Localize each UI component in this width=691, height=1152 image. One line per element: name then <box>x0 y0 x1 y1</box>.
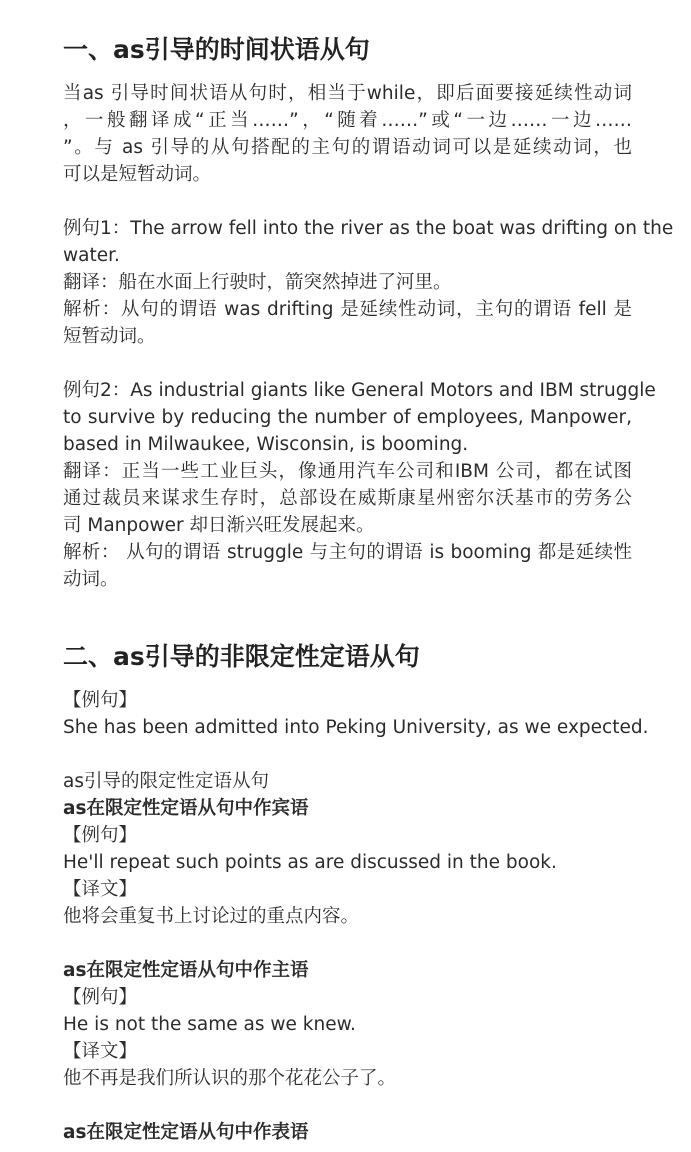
object-example: He'll repeat such points as are discussed in the book. <box>63 852 557 873</box>
object-translation: 他将会重复书上讨论过的重点内容。 <box>63 906 360 927</box>
object-title: as在限定性定语从句中作宾语 <box>63 798 309 819</box>
section2-example-label: 【例句】 <box>63 690 138 711</box>
section1-intro-line-1: 当as 引导时间状语从句时，相当于while，即后面要接延续性动词 <box>63 83 632 104</box>
subject-title: as在限定性定语从句中作主语 <box>63 960 309 981</box>
section1-intro-line-4: 可以是短暂动词。 <box>63 164 212 185</box>
example1-sentence-line-1: 例句1：The arrow fell into the river as the boat was drifting on the <box>63 218 674 239</box>
example2-translation-line-1: 翻译：正当一些工业巨头，像通用汽车公司和IBM 公司，都在试图 <box>63 461 632 482</box>
object-translation-label: 【译文】 <box>63 879 138 900</box>
section1-intro-line-2: ，一般翻译成“正当……”，“随着……”或“一边……一边…… <box>63 110 632 131</box>
predicative-title: as在限定性定语从句中作表语 <box>63 1122 309 1143</box>
section1-heading: 一、as引导的时间状语从句 <box>63 35 370 64</box>
subject-example-label: 【例句】 <box>63 987 138 1008</box>
example1-analysis-line-2: 短暂动词。 <box>63 326 156 347</box>
example1-sentence-line-2: water. <box>63 245 120 266</box>
example2-analysis-line-2: 动词。 <box>63 569 119 590</box>
subject-translation-label: 【译文】 <box>63 1041 138 1062</box>
example2-translation-line-3: 司 Manpower 却日渐兴旺发展起来。 <box>63 515 375 536</box>
subject-example: He is not the same as we knew. <box>63 1014 356 1035</box>
example2-sentence-line-2: to survive by reducing the number of employees, Manpower, <box>63 407 632 428</box>
section1-intro-line-3: ”。与 as 引导的从句搭配的主句的谓语动词可以是延续动词，也 <box>63 137 632 158</box>
section2-example: She has been admitted into Peking University, as we expected. <box>63 717 649 738</box>
example2-analysis-line-1: 解析： 从句的谓语 struggle 与主句的谓语 is booming 都是延续性 <box>63 542 632 563</box>
example2-sentence-line-3: based in Milwaukee, Wisconsin, is booming. <box>63 434 469 455</box>
section2-heading: 二、as引导的非限定性定语从句 <box>63 642 420 671</box>
subject-translation: 他不再是我们所认识的那个花花公子了。 <box>63 1068 397 1089</box>
section2-sub-title: as引导的限定性定语从句 <box>63 771 269 792</box>
example2-sentence-line-1: 例句2：As industrial giants like General Motors and IBM struggle <box>63 380 656 401</box>
example2-translation-line-2: 通过裁员来谋求生存时，总部设在威斯康星州密尔沃基市的劳务公 <box>63 488 632 509</box>
object-example-label: 【例句】 <box>63 825 138 846</box>
example1-analysis-line-1: 解析：从句的谓语 was drifting 是延续性动词，主句的谓语 fell 是 <box>63 299 632 320</box>
example1-translation: 翻译：船在水面上行驶时，箭突然掉进了河里。 <box>63 272 452 293</box>
